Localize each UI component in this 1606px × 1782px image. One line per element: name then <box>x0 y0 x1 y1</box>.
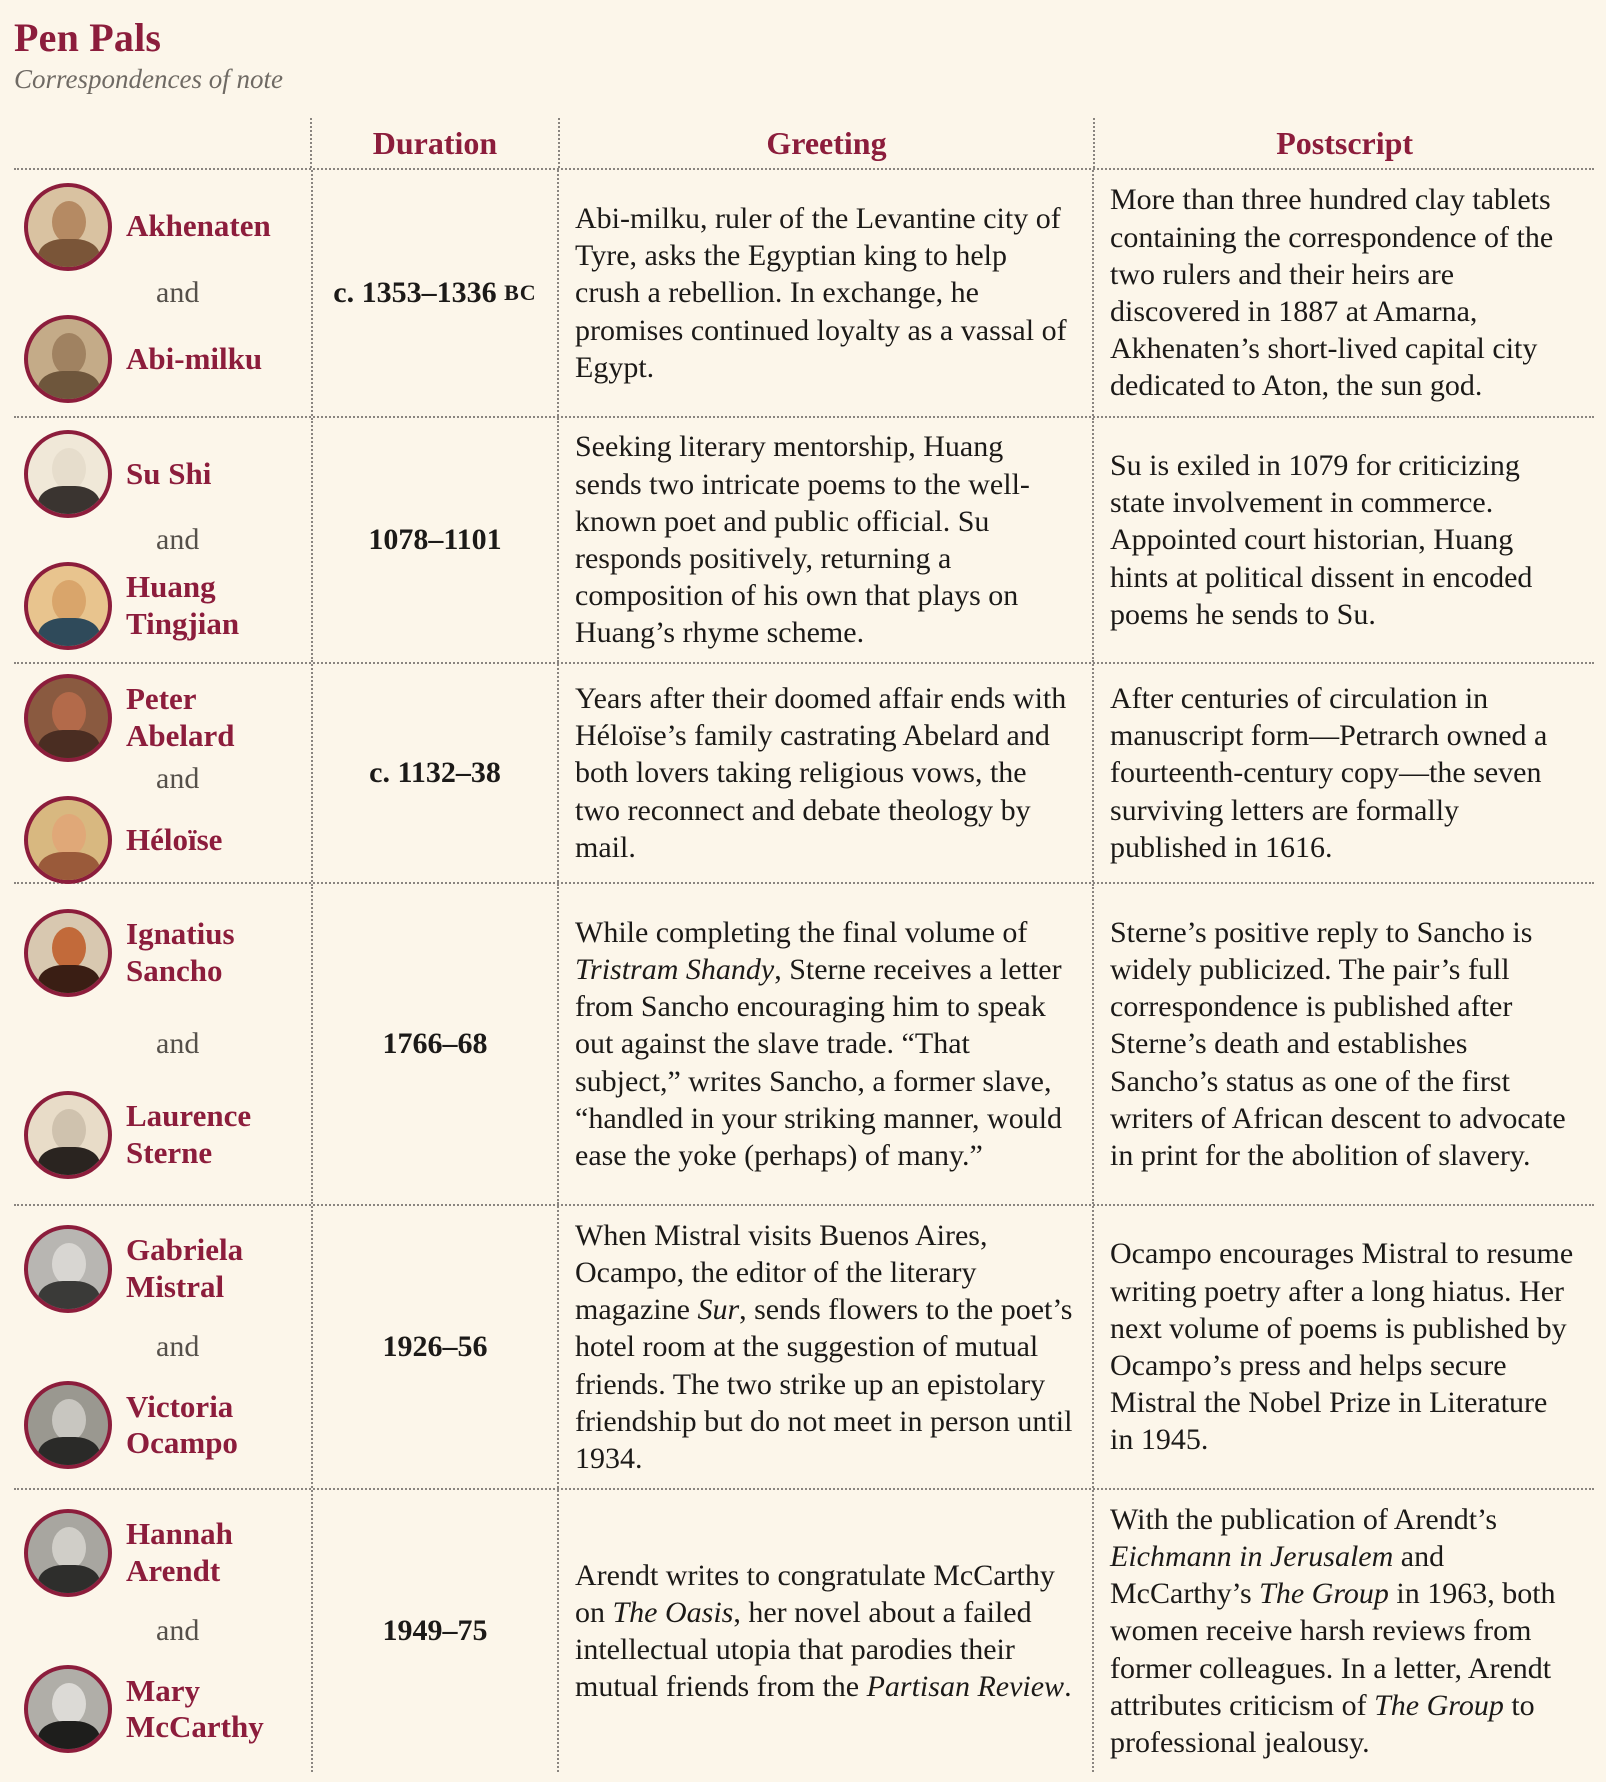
greeting-cell <box>557 1206 1092 1488</box>
greeting-cell <box>557 418 1092 662</box>
person-name: Héloïse <box>126 821 223 857</box>
postscript-text: Sterne’s positive reply to Sancho is widely publicized. The pair’s full correspondence is published after Sterne’s death and establishes Sancho’s status as one of the first writers of African descent to advocate in print for the abolition of slavery. <box>1110 915 1566 1172</box>
duration-value: 1949–75 <box>382 1614 488 1647</box>
era-suffix: BC <box>504 280 537 305</box>
page-title: Pen Pals <box>14 15 162 60</box>
person-name: Victoria Ocampo <box>126 1388 238 1461</box>
header-duration: Duration <box>310 118 557 168</box>
duration-cell <box>311 170 557 416</box>
duration-cell <box>311 1206 557 1488</box>
portrait-icon <box>24 1225 112 1313</box>
duration-value: 1926–56 <box>382 1330 488 1363</box>
postscript-cell <box>1092 884 1592 1204</box>
person-name: Abi-milku <box>126 341 263 377</box>
person <box>24 1225 311 1313</box>
duration-value: 1078–1101 <box>368 523 502 556</box>
header-postscript: Postscript <box>1093 118 1594 168</box>
postscript-cell <box>1092 170 1592 416</box>
greeting-cell <box>557 1490 1092 1772</box>
person-name: Ignatius Sancho <box>126 916 235 988</box>
person <box>24 1091 311 1179</box>
person <box>24 562 311 650</box>
and-label: and <box>156 1613 200 1647</box>
people-cell <box>14 664 311 882</box>
postscript-text: Ocampo encourages Mistral to resume writing poetry after a long hiatus. Her next volume of poems is published by Ocampo’s press and helps secure Mistral the Nobel Prize in Literature in 1945. <box>1110 1237 1574 1457</box>
duration-value: c. 1132–38 <box>369 756 501 789</box>
person <box>24 183 311 271</box>
portrait-icon <box>24 562 112 650</box>
person-name: Laurence Sterne <box>126 1098 252 1170</box>
portrait-icon <box>24 1381 112 1469</box>
person <box>24 315 311 403</box>
postscript-text: More than three hundred clay tablets containing the correspondence of the two rulers and their heirs are discovered in 1887 at Amarna, Akhenaten’s short-lived capital city dedicated to Aton, the sun god. <box>1110 183 1554 403</box>
table-row <box>14 884 1594 1206</box>
duration-cell <box>311 884 557 1204</box>
table-row <box>14 418 1594 664</box>
header-greeting: Greeting <box>558 118 1094 168</box>
person <box>24 430 311 518</box>
duration-cell <box>311 664 557 882</box>
person <box>24 1509 311 1597</box>
people-cell <box>14 1206 311 1488</box>
portrait-icon <box>24 909 112 997</box>
greeting-cell <box>557 664 1092 882</box>
greeting-text: Arendt writes to congratulate McCarthy on The Oasis, her novel about a failed intellectual utopia that parodies their mutual friends from the Partisan Review. <box>575 1558 1072 1704</box>
portrait-icon <box>24 430 112 518</box>
header-people <box>14 118 310 168</box>
postscript-text: With the publication of Arendt’s Eichmann in Jerusalem and McCarthy’s The Group in 1963, both women receive harsh reviews from former colleagues. In a letter, Arendt attributes criticism of The Group to professional jealousy. <box>1110 1502 1556 1759</box>
greeting-text: Abi-milku, ruler of the Levantine city of Tyre, asks the Egyptian king to help crush a rebellion. In exchange, he promises continued loyalty as a vassal of Egypt. <box>575 202 1067 384</box>
person-name: Huang Tingjian <box>126 569 240 641</box>
and-label: and <box>156 1329 200 1363</box>
portrait-icon <box>24 1509 112 1597</box>
greeting-text: While completing the final volume of Tristram Shandy, Sterne receives a letter from Sancho encouraging him to speak out against the slave trade. “That subject,” writes Sancho, a former slave, “handled in your striking manner, would ease the yoke (perhaps) of many.” <box>575 915 1063 1172</box>
portrait-icon <box>24 796 112 884</box>
portrait-icon <box>24 1091 112 1179</box>
and-label: and <box>156 275 200 309</box>
person <box>24 1665 311 1753</box>
greeting-text: When Mistral visits Buenos Aires, Ocampo, the editor of the literary magazine Sur, sends flowers to the poet’s hotel room at the suggestion of mutual friends. The two strike up an epistolary friendship but do not meet in person until 1934. <box>575 1218 1073 1475</box>
person <box>24 1381 311 1469</box>
person-name: Akhenaten <box>126 208 271 244</box>
table-header <box>14 118 1594 170</box>
postscript-cell <box>1092 418 1592 662</box>
people-cell <box>14 884 311 1204</box>
duration-cell <box>311 418 557 662</box>
and-label: and <box>156 522 200 556</box>
portrait-icon <box>24 1665 112 1753</box>
table-row <box>14 170 1594 418</box>
table-row <box>14 1206 1594 1490</box>
greeting-text: Seeking literary mentorship, Huang sends two intricate poems to the well-known poet and public official. Su responds positively, returning a composition of his own that plays on Huang’s rhyme scheme. <box>575 430 1030 650</box>
table-row <box>14 1490 1594 1772</box>
person-name: Su Shi <box>126 456 212 492</box>
person-name: Mary McCarthy <box>126 1672 264 1745</box>
greeting-cell <box>557 884 1092 1204</box>
table-row <box>14 664 1594 884</box>
page-subtitle: Correspondences of note <box>14 64 283 94</box>
correspondence-table <box>14 118 1594 1772</box>
duration-value: c. 1353–1336 <box>333 276 497 309</box>
person-name: Gabriela Mistral <box>126 1232 244 1304</box>
person-name: Hannah Arendt <box>126 1516 233 1588</box>
postscript-text: After centuries of circulation in manuscript form—Petrarch owned a fourteenth-century copy—the seven surviving letters are formally published in 1616. <box>1110 682 1548 864</box>
duration-cell <box>311 1490 557 1772</box>
people-cell <box>14 170 311 416</box>
duration-value: 1766–68 <box>382 1027 488 1060</box>
people-cell <box>14 1490 311 1772</box>
postscript-text: Su is exiled in 1079 for criticizing state involvement in commerce. Appointed court historian, Huang hints at political dissent in encoded poems he sends to Su. <box>1110 449 1533 631</box>
person <box>24 796 311 884</box>
portrait-icon <box>24 674 112 762</box>
egyptian-bust-icon <box>24 183 112 271</box>
person-name: Peter Abelard <box>126 681 235 753</box>
postscript-cell <box>1092 1490 1592 1772</box>
greeting-text: Years after their doomed affair ends with Héloïse’s family castrating Abelard and both lovers taking religious vows, the two reconnect and debate theology by mail. <box>575 682 1067 864</box>
person <box>24 674 311 762</box>
person <box>24 909 311 997</box>
postscript-cell <box>1092 664 1592 882</box>
greeting-cell <box>557 170 1092 416</box>
postscript-cell <box>1092 1206 1592 1488</box>
and-label: and <box>156 1027 200 1060</box>
and-label: and <box>156 762 200 795</box>
clay-tablet-icon <box>24 315 112 403</box>
people-cell <box>14 418 311 662</box>
